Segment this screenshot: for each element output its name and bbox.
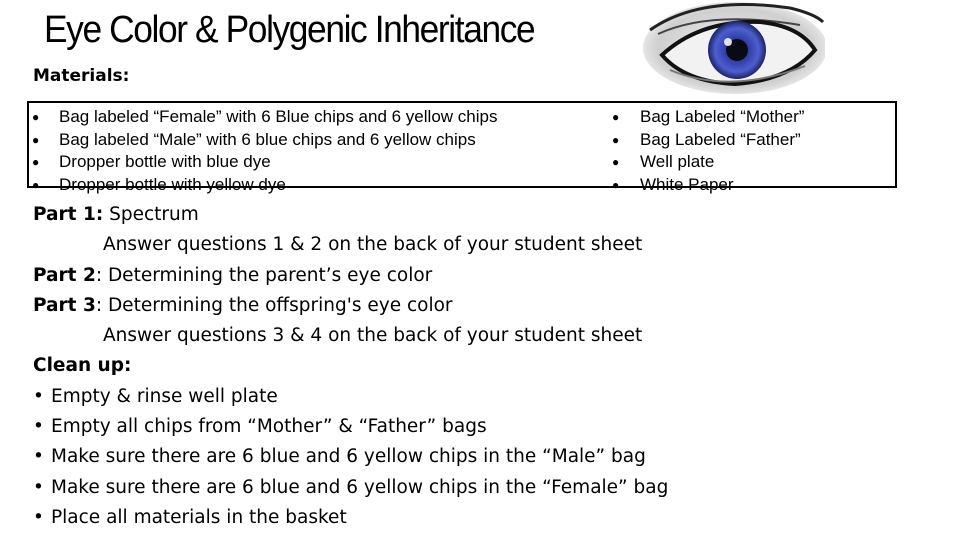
cleanup-heading: Clean up:	[33, 355, 132, 377]
materials-box	[27, 101, 897, 194]
list-item: ● Bag Labeled “Father”	[609, 129, 804, 152]
part1-instruction: Answer questions 1 & 2 on the back of your student sheet	[103, 234, 643, 256]
part3-label: Part 3	[33, 294, 96, 316]
list-item: • Make sure there are 6 blue and 6 yellow chips in the “Male” bag	[33, 442, 668, 472]
materials-list-right	[609, 106, 804, 196]
list-item: • Make sure there are 6 blue and 6 yellow chips in the “Female” bag	[33, 473, 668, 503]
list-item: • Empty all chips from “Mother” & “Father” bags	[33, 412, 668, 442]
eye-icon	[640, 0, 825, 96]
list-item: ● White Paper	[609, 174, 804, 197]
materials-list-left	[29, 106, 497, 196]
list-item: • Empty & rinse well plate	[33, 382, 668, 412]
list-item: ● Bag labeled “Male” with 6 blue chips and 6 yellow chips	[29, 129, 497, 152]
list-item: • Place all materials in the basket	[33, 503, 668, 533]
materials-heading: Materials:	[33, 66, 130, 86]
bullet-icon: •	[33, 446, 44, 468]
bullet-icon: ●	[32, 177, 40, 192]
part2-text: : Determining the parent’s eye color	[95, 264, 433, 286]
bullet-icon: ●	[612, 155, 620, 169]
part1-line	[33, 200, 668, 230]
page-title: Eye Color & Polygenic Inheritance	[44, 9, 535, 51]
part2-label: Part 2	[33, 264, 96, 286]
part3-text: : Determining the offspring's eye color	[95, 294, 453, 316]
part3-instruction: Answer questions 3 & 4 on the back of your student sheet	[103, 325, 643, 347]
bullet-icon: ●	[32, 132, 40, 147]
list-item: ● Bag labeled “Female” with 6 Blue chips and 6 yellow chips	[29, 106, 497, 129]
bullet-icon: ●	[612, 132, 620, 147]
list-item: ● Bag Labeled “Mother”	[609, 106, 804, 129]
list-item: ● Dropper bottle with yellow dye	[29, 174, 497, 197]
bullet-icon: ●	[32, 155, 40, 169]
bullet-icon: ●	[612, 177, 620, 192]
bullet-icon: ●	[612, 110, 620, 124]
bullet-icon: •	[33, 416, 44, 438]
part2-line	[33, 261, 668, 291]
part3-line	[33, 291, 668, 321]
bullet-icon: •	[33, 385, 44, 407]
bullet-icon: ●	[32, 110, 40, 124]
bullet-icon: •	[33, 476, 44, 498]
part1-label: Part 1:	[33, 204, 104, 225]
list-item: ● Dropper bottle with blue dye	[29, 151, 497, 174]
list-item: ● Well plate	[609, 151, 804, 174]
bullet-icon: •	[33, 506, 44, 528]
instructions	[33, 200, 668, 533]
part1-text: Spectrum	[103, 204, 199, 225]
